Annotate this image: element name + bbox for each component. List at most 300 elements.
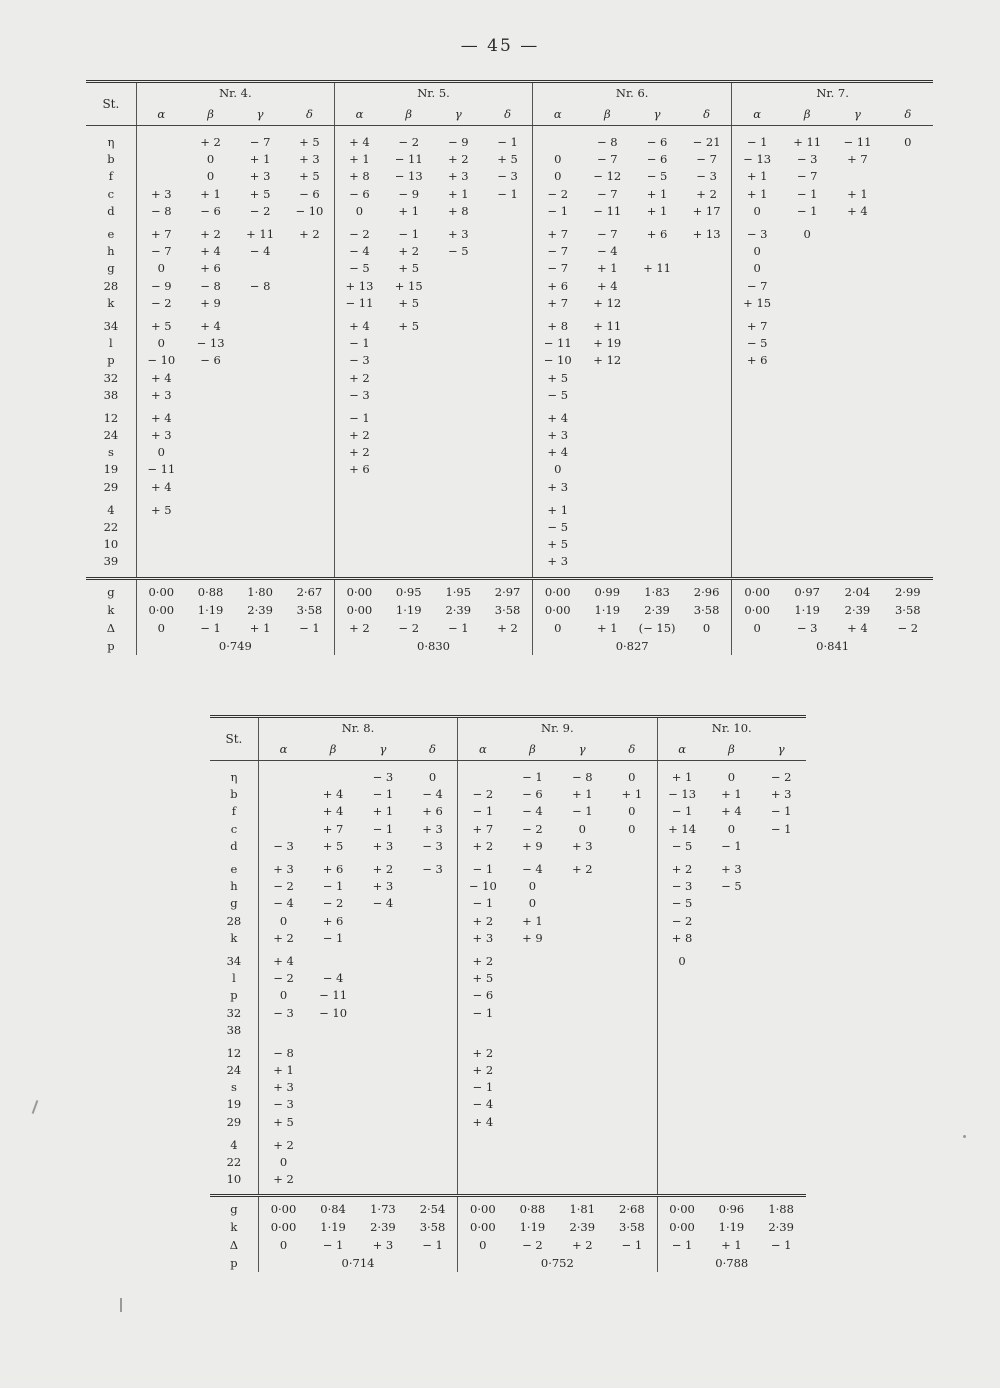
value-cell xyxy=(883,444,933,461)
station-label: 29 xyxy=(210,1114,258,1131)
value-cell: + 4 xyxy=(847,620,868,635)
data-row xyxy=(86,461,933,478)
value-cell: + 2 xyxy=(299,227,320,242)
value-cell xyxy=(632,352,682,369)
value-cell: − 8 xyxy=(249,278,271,293)
value-cell xyxy=(632,295,682,312)
value-cell: 0·00 xyxy=(657,1218,707,1236)
summary-row xyxy=(86,578,933,601)
value-cell xyxy=(508,1045,558,1062)
value-cell xyxy=(434,553,484,570)
data-row xyxy=(210,1154,806,1171)
value-cell xyxy=(285,502,335,519)
value-cell: + 2 xyxy=(458,838,508,855)
value-cell: − 1 xyxy=(372,787,394,802)
value-cell xyxy=(186,536,236,553)
value-cell: + 7 xyxy=(150,227,172,242)
value-cell xyxy=(235,295,285,312)
value-cell xyxy=(508,1096,558,1113)
station-label: 10 xyxy=(210,1171,258,1188)
value-cell xyxy=(732,502,782,519)
value-cell: + 7 xyxy=(458,821,508,838)
value-cell: 0 xyxy=(533,461,583,478)
value-cell xyxy=(384,519,434,536)
value-cell xyxy=(408,1171,458,1188)
data-row xyxy=(86,536,933,553)
value-cell: + 7 xyxy=(732,318,782,335)
station-label: g xyxy=(86,260,136,277)
column-symbol: α xyxy=(458,738,508,761)
value-cell xyxy=(408,1079,458,1096)
value-cell: − 1 xyxy=(447,620,469,635)
value-cell xyxy=(334,536,384,553)
value-cell: + 6 xyxy=(732,352,782,369)
value-cell xyxy=(508,1114,558,1131)
value-cell: + 1 xyxy=(249,152,271,167)
value-cell: + 4 xyxy=(200,318,221,333)
value-cell: + 11 xyxy=(593,318,622,333)
value-cell: + 7 xyxy=(322,821,344,836)
value-cell xyxy=(408,1022,458,1039)
value-cell xyxy=(582,410,632,427)
column-symbol: γ xyxy=(235,103,285,126)
value-cell xyxy=(682,519,732,536)
data-row xyxy=(86,168,933,185)
value-cell: − 3 xyxy=(732,226,782,243)
value-cell xyxy=(682,444,732,461)
value-cell xyxy=(782,427,832,444)
value-cell xyxy=(557,970,607,987)
value-cell xyxy=(832,519,882,536)
value-cell: − 3 xyxy=(497,169,518,184)
value-cell xyxy=(308,1171,358,1188)
value-cell: − 3 xyxy=(334,387,384,404)
value-cell xyxy=(756,1096,806,1113)
value-cell: 0 xyxy=(279,913,288,928)
value-cell xyxy=(408,1137,458,1154)
value-cell xyxy=(186,479,236,496)
value-cell: 0·84 xyxy=(308,1196,358,1219)
value-cell xyxy=(408,895,458,912)
value-cell xyxy=(186,461,236,478)
value-cell: − 1 xyxy=(334,410,384,427)
value-cell: + 6 xyxy=(322,862,344,877)
value-cell xyxy=(483,278,533,295)
summary-row xyxy=(210,1236,806,1254)
value-cell: 1·80 xyxy=(235,578,285,601)
value-cell: + 8 xyxy=(334,168,384,185)
p-value: 0·788 xyxy=(657,1254,806,1272)
value-cell: 2·54 xyxy=(408,1196,458,1219)
station-label: 39 xyxy=(86,553,136,570)
value-cell xyxy=(483,352,533,369)
value-cell xyxy=(334,553,384,570)
value-cell xyxy=(682,243,732,260)
value-cell xyxy=(607,1137,657,1154)
station-label: l xyxy=(86,335,136,352)
value-cell xyxy=(285,295,335,312)
value-cell xyxy=(707,1137,757,1154)
value-cell xyxy=(782,461,832,478)
value-cell xyxy=(657,987,707,1004)
value-cell xyxy=(358,970,408,987)
column-symbol: β xyxy=(384,103,434,126)
value-cell: − 2 xyxy=(533,186,583,203)
station-label: p xyxy=(210,1254,258,1272)
value-cell: 0 xyxy=(732,619,782,637)
column-symbol: δ xyxy=(607,738,657,761)
value-cell: − 6 xyxy=(200,203,221,218)
value-cell xyxy=(508,970,558,987)
value-cell: + 1 xyxy=(533,502,583,519)
station-label: Δ xyxy=(210,1236,258,1254)
station-label: 28 xyxy=(86,278,136,295)
value-cell: − 1 xyxy=(322,1238,344,1253)
value-cell xyxy=(483,335,533,352)
value-cell: 0·00 xyxy=(732,601,782,619)
value-cell xyxy=(285,260,335,277)
value-cell xyxy=(682,387,732,404)
value-cell xyxy=(483,203,533,220)
value-cell: 3·58 xyxy=(894,602,921,617)
data-row xyxy=(210,913,806,930)
value-cell: 0 xyxy=(279,1238,288,1253)
value-cell xyxy=(832,295,882,312)
value-cell: + 6 xyxy=(322,913,344,928)
value-cell: + 2 xyxy=(200,135,221,150)
value-cell: + 5 xyxy=(299,169,320,184)
value-cell: + 4 xyxy=(596,278,618,293)
group-title: Nr. 9. xyxy=(458,717,657,739)
value-cell: − 9 xyxy=(447,135,469,150)
value-cell xyxy=(358,1022,408,1039)
value-cell xyxy=(782,444,832,461)
value-cell: + 5 xyxy=(398,261,420,276)
value-cell: + 5 xyxy=(273,1114,294,1129)
value-cell xyxy=(832,226,882,243)
value-cell xyxy=(883,335,933,352)
station-label: 4 xyxy=(86,502,136,519)
station-label: 22 xyxy=(86,519,136,536)
column-symbol: α xyxy=(732,103,782,126)
column-symbol: δ xyxy=(483,103,533,126)
value-cell xyxy=(434,260,484,277)
value-cell xyxy=(883,318,933,335)
value-cell: 3·58 xyxy=(419,1220,446,1235)
value-cell: + 5 xyxy=(249,186,271,201)
summary-row xyxy=(210,1218,806,1236)
station-label: 12 xyxy=(86,410,136,427)
station-label: l xyxy=(210,970,258,987)
p-row xyxy=(210,1254,806,1272)
value-cell xyxy=(832,335,882,352)
station-label: k xyxy=(86,601,136,619)
value-cell xyxy=(756,1171,806,1188)
value-cell xyxy=(883,226,933,243)
value-cell xyxy=(285,318,335,335)
value-cell: + 5 xyxy=(398,318,420,333)
value-cell: 0 xyxy=(428,770,437,785)
station-label: p xyxy=(86,637,136,655)
value-cell: + 15 xyxy=(732,295,782,312)
value-cell xyxy=(756,1045,806,1062)
value-cell xyxy=(285,335,335,352)
value-cell: 0 xyxy=(528,879,537,894)
station-label: 22 xyxy=(210,1154,258,1171)
value-cell: + 12 xyxy=(593,353,622,368)
value-cell xyxy=(483,387,533,404)
value-cell: − 7 xyxy=(533,243,583,260)
value-cell xyxy=(557,1114,607,1131)
value-cell xyxy=(434,461,484,478)
value-cell xyxy=(682,479,732,496)
value-cell xyxy=(582,461,632,478)
value-cell: 0 xyxy=(528,896,537,911)
station-label: 24 xyxy=(86,427,136,444)
value-cell xyxy=(285,553,335,570)
value-cell xyxy=(756,1114,806,1131)
station-label: b xyxy=(86,151,136,168)
value-cell xyxy=(458,769,508,786)
value-cell xyxy=(657,970,707,987)
value-cell: − 4 xyxy=(422,787,443,802)
data-row xyxy=(210,878,806,895)
value-cell xyxy=(632,519,682,536)
value-cell: 1·19 xyxy=(794,602,820,617)
value-cell xyxy=(285,519,335,536)
value-cell xyxy=(732,410,782,427)
value-cell: + 11 xyxy=(793,135,822,150)
value-cell xyxy=(707,953,757,970)
column-symbol: γ xyxy=(632,103,682,126)
value-cell xyxy=(358,953,408,970)
value-cell: + 8 xyxy=(657,930,707,947)
value-cell xyxy=(508,1062,558,1079)
value-cell xyxy=(756,987,806,1004)
value-cell xyxy=(707,1114,757,1131)
value-cell: + 4 xyxy=(533,410,583,427)
data-row xyxy=(86,387,933,404)
value-cell: + 9 xyxy=(522,930,543,945)
value-cell: + 3 xyxy=(372,1238,394,1253)
value-cell xyxy=(508,1079,558,1096)
value-cell: 0·88 xyxy=(186,578,236,601)
column-symbol: δ xyxy=(285,103,335,126)
value-cell: − 7 xyxy=(696,152,717,167)
value-cell: + 3 xyxy=(150,387,172,402)
value-cell xyxy=(285,461,335,478)
value-cell: 0·00 xyxy=(732,578,782,601)
value-cell xyxy=(883,352,933,369)
value-cell: + 3 xyxy=(533,553,583,570)
value-cell xyxy=(358,1045,408,1062)
value-cell: − 11 xyxy=(147,462,176,477)
group-title: Nr. 5. xyxy=(334,82,532,104)
value-cell: − 7 xyxy=(596,152,618,167)
station-label: e xyxy=(210,861,258,878)
value-cell xyxy=(832,168,882,185)
value-cell xyxy=(483,427,533,444)
value-cell: − 1 xyxy=(571,804,593,819)
value-cell xyxy=(258,1022,308,1039)
value-cell: 0 xyxy=(904,135,912,150)
value-cell xyxy=(285,479,335,496)
value-cell xyxy=(408,970,458,987)
data-row xyxy=(86,226,933,243)
station-label: s xyxy=(86,444,136,461)
value-cell: + 3 xyxy=(273,862,294,877)
value-cell: 2·96 xyxy=(682,578,732,601)
value-cell xyxy=(607,1004,657,1021)
value-cell xyxy=(136,536,186,553)
value-cell xyxy=(434,352,484,369)
value-cell: − 8 xyxy=(596,135,618,150)
value-cell: − 12 xyxy=(593,169,622,184)
value-cell xyxy=(285,352,335,369)
value-cell: − 11 xyxy=(334,295,384,312)
value-cell: − 1 xyxy=(770,1238,792,1253)
value-cell xyxy=(883,502,933,519)
column-symbol: δ xyxy=(408,738,458,761)
value-cell xyxy=(434,519,484,536)
data-row xyxy=(86,151,933,168)
value-cell xyxy=(607,1171,657,1188)
value-cell xyxy=(657,1171,707,1188)
value-cell xyxy=(358,1114,408,1131)
value-cell xyxy=(756,1062,806,1079)
station-label: h xyxy=(86,243,136,260)
value-cell: − 1 xyxy=(458,861,508,878)
column-symbol: β xyxy=(508,738,558,761)
value-cell: 2·39 xyxy=(768,1220,794,1235)
value-cell: + 1 xyxy=(249,620,271,635)
value-cell: − 3 xyxy=(334,352,384,369)
value-cell xyxy=(483,243,533,260)
value-cell xyxy=(782,502,832,519)
value-cell xyxy=(682,335,732,352)
group-title: Nr. 10. xyxy=(657,717,806,739)
value-cell xyxy=(483,519,533,536)
value-cell: 0 xyxy=(732,243,782,260)
value-cell: + 1 xyxy=(372,804,394,819)
value-cell: + 2 xyxy=(334,427,384,444)
data-row xyxy=(86,519,933,536)
value-cell: 1·95 xyxy=(434,578,484,601)
value-cell xyxy=(285,243,335,260)
value-cell xyxy=(186,519,236,536)
value-cell: + 3 xyxy=(249,169,271,184)
value-cell: + 3 xyxy=(533,479,583,496)
value-cell xyxy=(334,519,384,536)
value-cell xyxy=(707,970,757,987)
value-cell xyxy=(657,1079,707,1096)
st-header: St. xyxy=(86,82,136,126)
station-label: k xyxy=(86,295,136,312)
value-cell xyxy=(408,1154,458,1171)
data-row xyxy=(86,553,933,570)
column-symbol: γ xyxy=(756,738,806,761)
station-label: d xyxy=(210,838,258,855)
value-cell: + 4 xyxy=(200,244,221,259)
value-cell xyxy=(235,427,285,444)
value-cell xyxy=(732,519,782,536)
value-cell xyxy=(883,410,933,427)
value-cell xyxy=(258,786,308,803)
value-cell: − 8 xyxy=(273,1045,294,1060)
value-cell: + 4 xyxy=(150,370,172,385)
value-cell xyxy=(782,352,832,369)
column-symbol: β xyxy=(782,103,832,126)
value-cell: 1·81 xyxy=(557,1196,607,1219)
value-cell xyxy=(632,387,682,404)
value-cell xyxy=(883,168,933,185)
value-cell xyxy=(682,502,732,519)
value-cell xyxy=(682,260,732,277)
value-cell: − 4 xyxy=(596,244,618,259)
value-cell: − 5 xyxy=(721,879,742,894)
value-cell xyxy=(682,318,732,335)
value-cell: + 5 xyxy=(533,536,583,553)
value-cell: 0 xyxy=(727,821,736,836)
value-cell xyxy=(632,479,682,496)
value-cell: − 1 xyxy=(458,895,508,912)
value-cell: − 5 xyxy=(646,169,668,184)
value-cell: + 3 xyxy=(721,862,742,877)
value-cell xyxy=(557,953,607,970)
p-value: 0·752 xyxy=(458,1254,657,1272)
value-cell xyxy=(408,878,458,895)
value-cell xyxy=(707,1171,757,1188)
value-cell xyxy=(682,461,732,478)
value-cell: + 1 xyxy=(334,151,384,168)
value-cell xyxy=(832,444,882,461)
value-cell: − 7 xyxy=(596,227,618,242)
value-cell xyxy=(384,502,434,519)
value-cell xyxy=(756,930,806,947)
value-cell: 0 xyxy=(702,620,711,635)
value-cell xyxy=(607,953,657,970)
value-cell xyxy=(632,243,682,260)
value-cell: 2·99 xyxy=(883,578,933,601)
value-cell: + 2 xyxy=(334,369,384,386)
value-cell: − 7 xyxy=(249,135,271,150)
page-mark xyxy=(120,1298,122,1312)
value-cell: 0 xyxy=(732,203,782,220)
value-cell: − 4 xyxy=(372,896,394,911)
value-cell: 1·19 xyxy=(395,602,422,617)
value-cell: + 4 xyxy=(721,804,742,819)
value-cell xyxy=(632,427,682,444)
value-cell: 0·00 xyxy=(136,578,186,601)
value-cell xyxy=(883,536,933,553)
value-cell: 0·00 xyxy=(458,1218,508,1236)
station-label: 19 xyxy=(210,1096,258,1113)
header-row xyxy=(210,717,806,739)
value-cell xyxy=(632,369,682,386)
page-number: — 45 — xyxy=(460,36,540,56)
value-cell: − 11 xyxy=(319,988,348,1003)
subheader-row xyxy=(210,738,806,761)
value-cell: − 1 xyxy=(621,1238,643,1253)
value-cell: 2·39 xyxy=(844,602,871,617)
value-cell xyxy=(883,243,933,260)
station-label: d xyxy=(86,203,136,220)
value-cell: − 5 xyxy=(657,895,707,912)
value-cell: + 4 xyxy=(533,444,583,461)
value-cell xyxy=(508,987,558,1004)
value-cell xyxy=(782,243,832,260)
value-cell xyxy=(832,243,882,260)
